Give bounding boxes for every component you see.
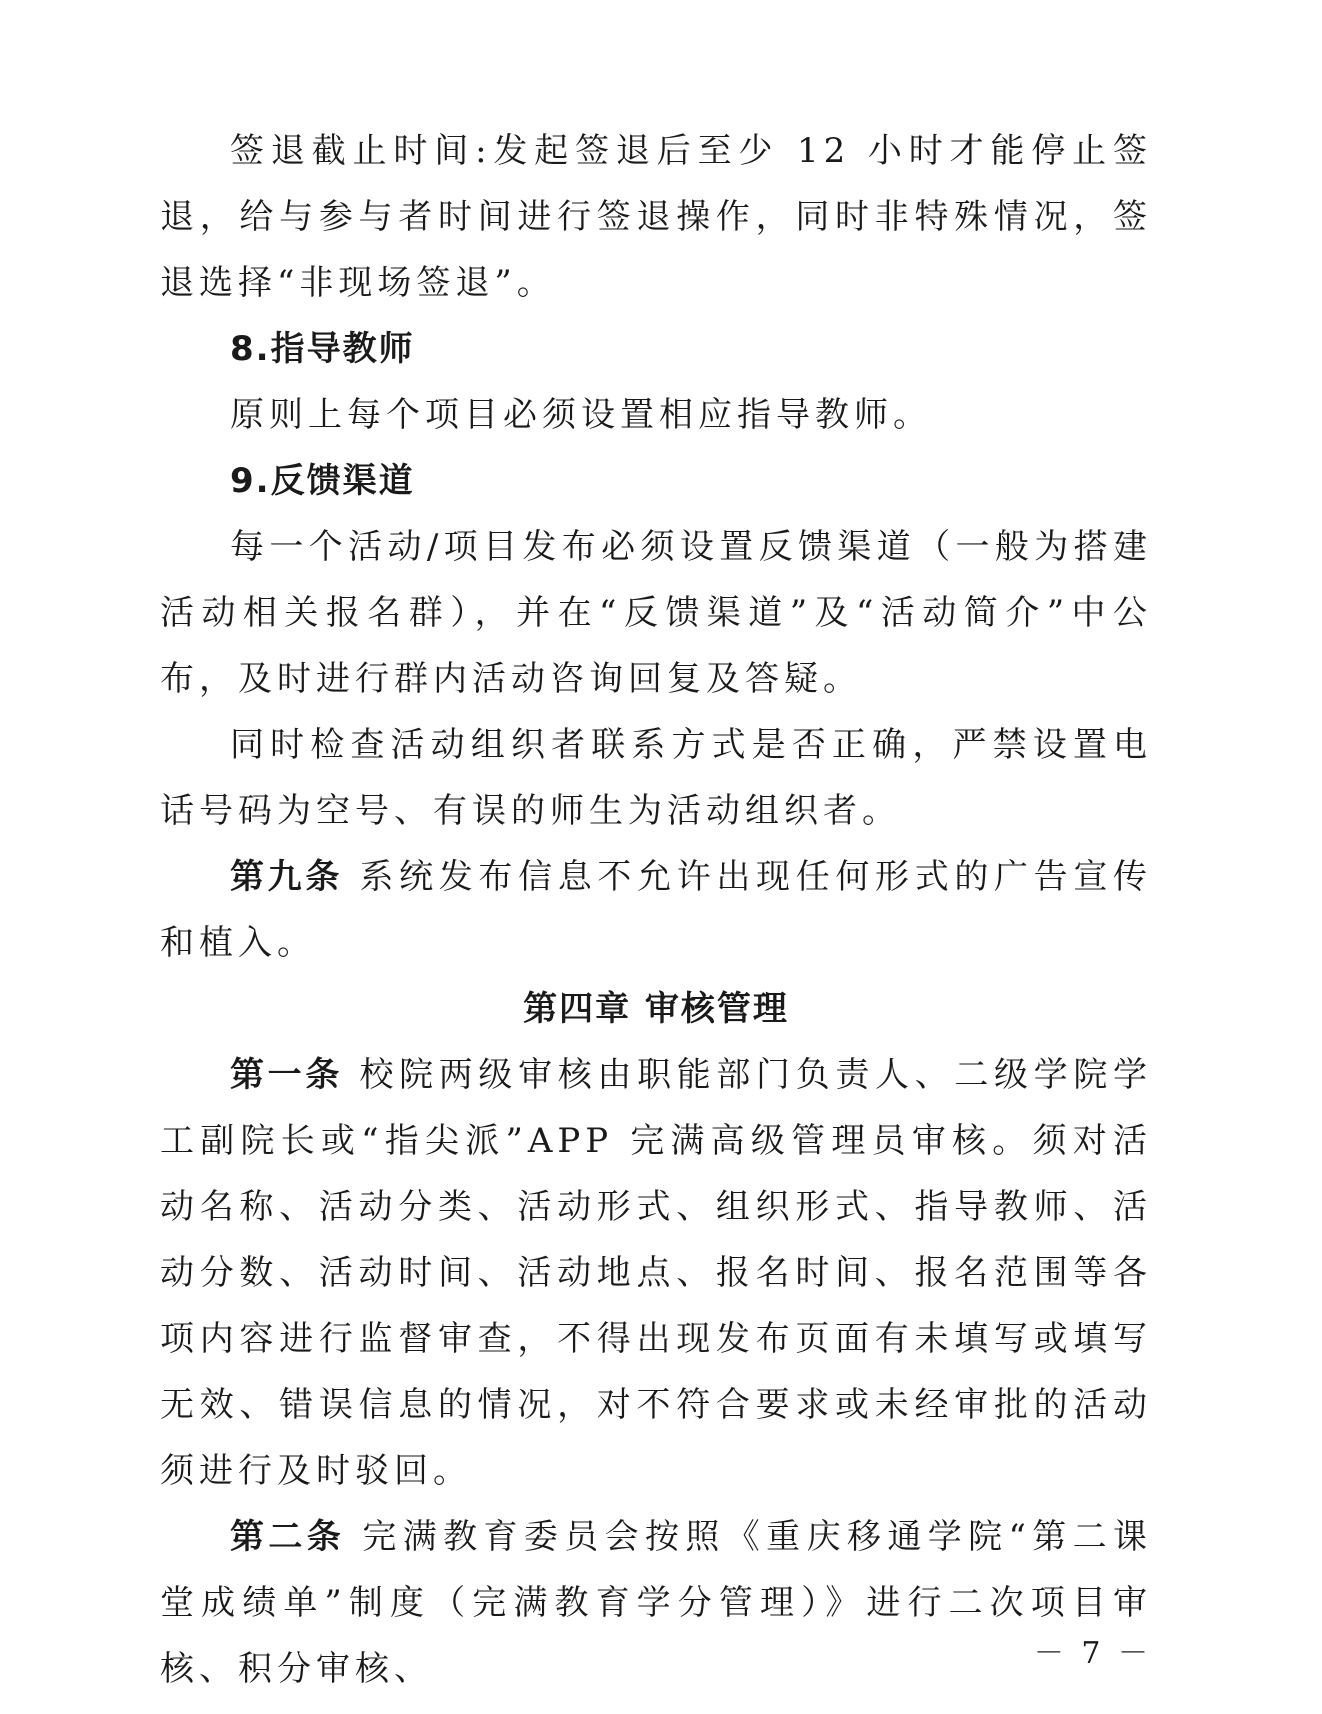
paragraph-feedback-channel: 每一个活动/项目发布必须设置反馈渠道（一般为搭建活动相关报名群），并在“反馈渠道”及“活动简介”中公布，及时进行群内活动咨询回复及答疑。	[160, 527, 1152, 699]
paragraph-checkout-deadline: 签退截止时间:发起签退后至少 12 小时才能停止签退，给与参与者时间进行签退操作，同时非特殊情况，签退选择“非现场签退”。	[160, 131, 1152, 303]
article-text: 校院两级审核由职能部门负责人、二级学院学工副院长或“指尖派”APP 完满高级管理员审核。须对活动名称、活动分类、活动形式、组织形式、指导教师、活动分数、活动时间、活动地点、报名时间、报名范围等各项内容进行监督审查，不得出现发布页面有未填写或填写无效、错误信息的情况，对不符合要求或未经审批的活动须进行及时驳回。	[160, 1055, 1152, 1491]
paragraph-organizer-contact: 同时检查活动组织者联系方式是否正确，严禁设置电话号码为空号、有误的师生为活动组织者。	[160, 725, 1152, 831]
paragraph-instructor: 原则上每个项目必须设置相应指导教师。	[230, 395, 932, 435]
article-ninth	[160, 844, 1152, 976]
section-heading-instructor: 8.指导教师	[230, 329, 415, 369]
section-heading-feedback-channel: 9.反馈渠道	[230, 461, 415, 501]
article-lead: 第二条	[230, 1517, 346, 1557]
article-second	[160, 1504, 1152, 1702]
chapter-title: 第四章 审核管理	[523, 989, 789, 1029]
article-first	[160, 1042, 1152, 1504]
article-lead: 第一条	[230, 1055, 343, 1095]
article-text: 完满教育委员会按照《重庆移通学院“第二课堂成绩单”制度（完满教育学分管理）》进行二次项目审核、积分审核、	[160, 1517, 1153, 1689]
article-text: 系统发布信息不允许出现任何形式的广告宣传和植入。	[160, 857, 1152, 963]
document-body	[160, 118, 1152, 1702]
article-lead: 第九条	[230, 857, 343, 897]
page-number: － 7 －	[1033, 1636, 1152, 1671]
